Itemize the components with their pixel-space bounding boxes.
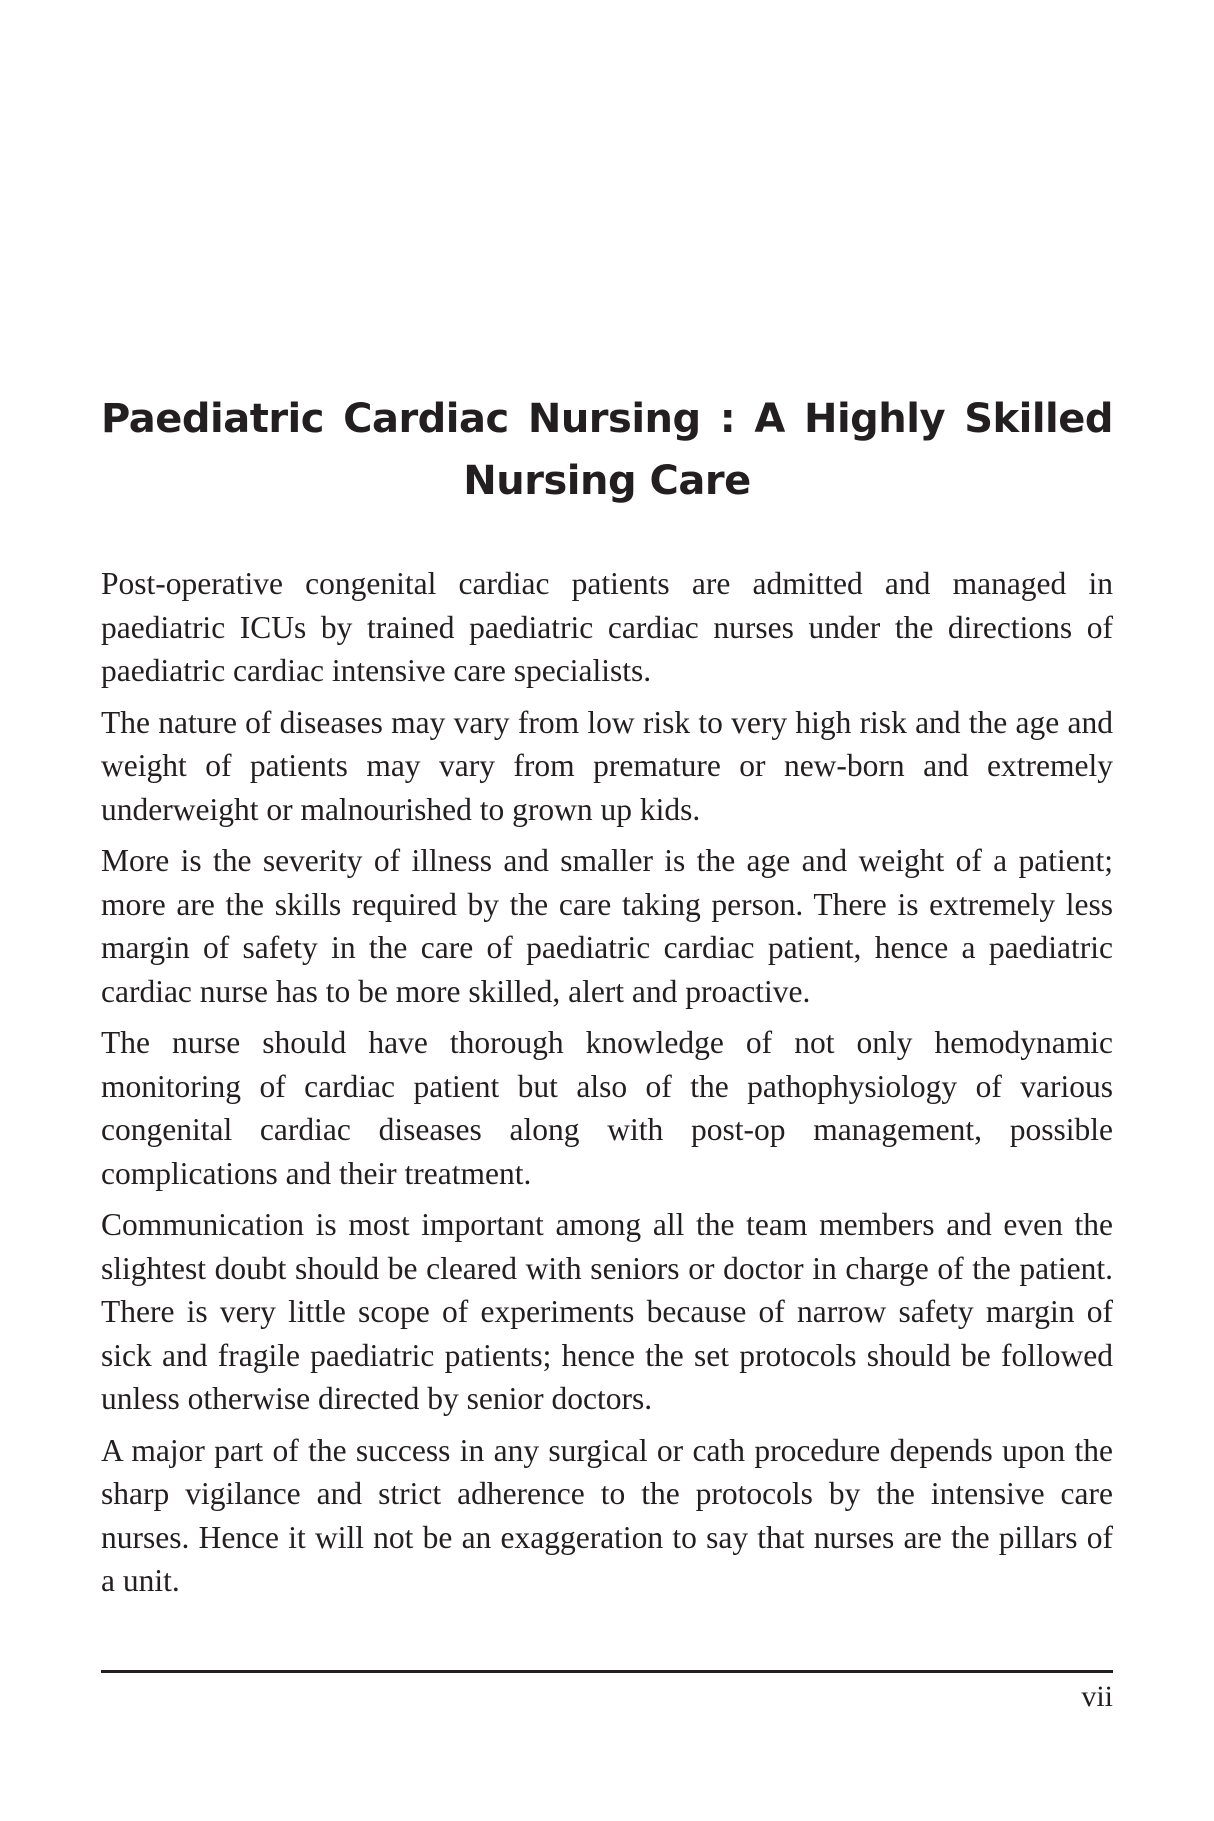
paragraph-4: The nurse should have thorough knowledge of not only hemodynamic monitoring of cardiac patient but also of the pathophysiology of various congenital cardiac diseases along with post-op management, possible complications and their treatment. (101, 1025, 1113, 1191)
paragraph-5: Communication is most important among all the team members and even the slightest doubt should be cleared with seniors or doctor in charge of the patient. There is very little scope of experiments because of narrow safety margin of sick and fragile paediatric patients; hence the set protocols should be followed unless otherwise directed by senior doctors. (101, 1207, 1113, 1416)
paragraph-3: More is the severity of illness and smaller is the age and weight of a patient; more are the skills required by the care taking person. There is extremely less margin of safety in the care of paediatric cardiac patient, hence a paediatric cardiac nurse has to be more skilled, alert and proactive. (101, 843, 1113, 1009)
chapter-title-line-1: Paediatric Cardiac Nursing : A Highly Skilled (101, 396, 1113, 442)
chapter-title-line-2: Nursing Care (463, 458, 751, 504)
page-number: vii (1081, 1680, 1113, 1713)
chapter-title (101, 388, 1113, 512)
paragraph-2: The nature of diseases may vary from low risk to very high risk and the age and weight of patients may vary from premature or new-born and extremely underweight or malnourished to grown up kids. (101, 704, 1113, 827)
paragraph-1: Post-operative congenital cardiac patients are admitted and managed in paediatric ICUs by trained paediatric cardiac nurses under the directions of paediatric cardiac intensive care specialists. (101, 566, 1113, 688)
body-text (101, 562, 1113, 1603)
page-content (101, 388, 1113, 1611)
paragraph-6: A major part of the success in any surgical or cath procedure depends upon the sharp vigilance and strict adherence to the protocols by the intensive care nurses. Hence it will not be an exaggeration to say that nurses are the pillars of a unit. (101, 1432, 1113, 1598)
footer-rule (101, 1670, 1113, 1673)
